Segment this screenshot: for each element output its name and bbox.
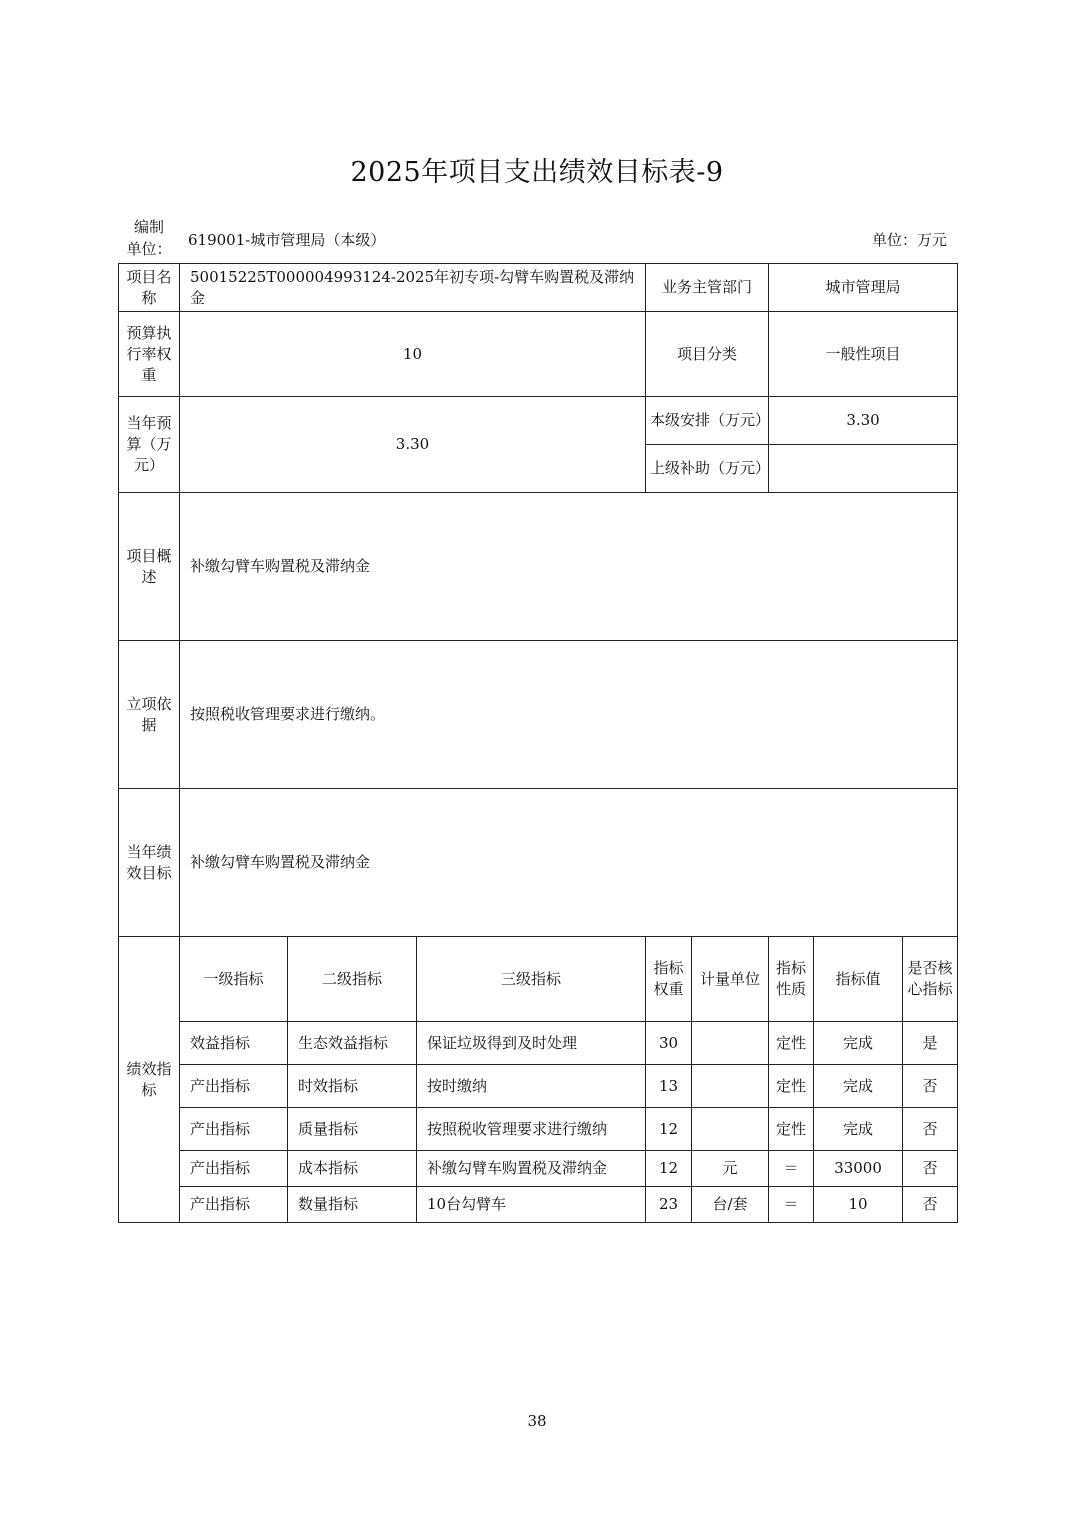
indicator-level1: 产出指标 [180,1151,288,1187]
overview-value: 补缴勾臂车购置税及滞纳金 [180,493,958,641]
header-level3: 三级指标 [417,937,646,1022]
indicator-level3: 按时缴纳 [417,1065,646,1108]
indicator-weight: 30 [646,1022,692,1065]
dept-label: 业务主管部门 [646,264,769,312]
local-value: 3.30 [769,397,958,445]
indicator-unit: 台/套 [692,1187,769,1223]
indicator-core: 是 [903,1022,958,1065]
indicator-core: 否 [903,1187,958,1223]
indicator-unit [692,1022,769,1065]
indicator-value: 完成 [814,1108,903,1151]
indicator-value: 完成 [814,1022,903,1065]
indicator-core: 否 [903,1151,958,1187]
goal-value: 补缴勾臂车购置税及滞纳金 [180,789,958,937]
basis-value: 按照税收管理要求进行缴纳。 [180,641,958,789]
indicator-nature: 定性 [769,1108,814,1151]
indicator-level1: 产出指标 [180,1108,288,1151]
indicator-level2: 时效指标 [288,1065,417,1108]
indicator-unit: 元 [692,1151,769,1187]
unit-label: 单位：万元 [871,231,947,249]
page-title: 2025年项目支出绩效目标表-9 [350,157,724,188]
goal-label: 当年绩效目标 [119,789,180,937]
indicator-level3: 保证垃圾得到及时处理 [417,1022,646,1065]
indicator-level1: 产出指标 [180,1065,288,1108]
header-unit: 计量单位 [692,937,769,1022]
row-basis [119,641,958,789]
indicator-section-label: 绩效指标 [119,937,180,1223]
budget-label: 当年预算（万元） [119,397,180,493]
overview-label: 项目概述 [119,493,180,641]
row-overview [119,493,958,641]
weight-label: 预算执行率权重 [119,312,180,397]
dept-value: 城市管理局 [769,264,958,312]
indicator-header-row [119,937,958,1022]
row-budget-local [119,397,958,445]
project-name-value: 50015225T000004993124-2025年初专项-勾臂车购置税及滞纳金 [180,264,646,312]
indicator-unit [692,1065,769,1108]
weight-value: 10 [180,312,646,397]
local-label: 本级安排（万元） [646,397,769,445]
page-number: 38 [527,1412,547,1430]
indicator-nature: ＝ [769,1151,814,1187]
indicator-level2: 生态效益指标 [288,1022,417,1065]
performance-table [118,263,958,1223]
row-weight [119,312,958,397]
indicator-core: 否 [903,1065,958,1108]
indicator-value: 完成 [814,1065,903,1108]
upper-label: 上级补助（万元） [646,445,769,493]
header-weight: 指标权重 [646,937,692,1022]
row-project-name [119,264,958,312]
indicator-row [119,1022,958,1065]
indicator-row [119,1065,958,1108]
basis-label: 立项依据 [119,641,180,789]
indicator-value: 33000 [814,1151,903,1187]
indicator-level2: 成本指标 [288,1151,417,1187]
indicator-weight: 12 [646,1108,692,1151]
header-core: 是否核心指标 [903,937,958,1022]
indicator-row [119,1108,958,1151]
org-value: 619001-城市管理局（本级） [188,231,386,249]
indicator-weight: 23 [646,1187,692,1223]
indicator-value: 10 [814,1187,903,1223]
indicator-level1: 产出指标 [180,1187,288,1223]
budget-value: 3.30 [180,397,646,493]
indicator-nature: 定性 [769,1065,814,1108]
indicator-level3: 按照税收管理要求进行缴纳 [417,1108,646,1151]
category-label: 项目分类 [646,312,769,397]
row-goal [119,789,958,937]
org-label-line2: 单位： [126,240,172,258]
indicator-nature: 定性 [769,1022,814,1065]
org-label [118,216,180,260]
indicator-unit [692,1108,769,1151]
indicator-row [119,1151,958,1187]
indicator-core: 否 [903,1108,958,1151]
header-value: 指标值 [814,937,903,1022]
header-level2: 二级指标 [288,937,417,1022]
upper-value [769,445,958,493]
indicator-level3: 10台勾臂车 [417,1187,646,1223]
header-level1: 一级指标 [180,937,288,1022]
indicator-level1: 效益指标 [180,1022,288,1065]
indicator-level2: 质量指标 [288,1108,417,1151]
indicator-row [119,1187,958,1223]
indicator-weight: 12 [646,1151,692,1187]
org-label-line1: 编制 [133,218,164,236]
indicator-weight: 13 [646,1065,692,1108]
category-value: 一般性项目 [769,312,958,397]
indicator-nature: ＝ [769,1187,814,1223]
indicator-level3: 补缴勾臂车购置税及滞纳金 [417,1151,646,1187]
header-nature: 指标性质 [769,937,814,1022]
project-name-label: 项目名称 [119,264,180,312]
indicator-level2: 数量指标 [288,1187,417,1223]
